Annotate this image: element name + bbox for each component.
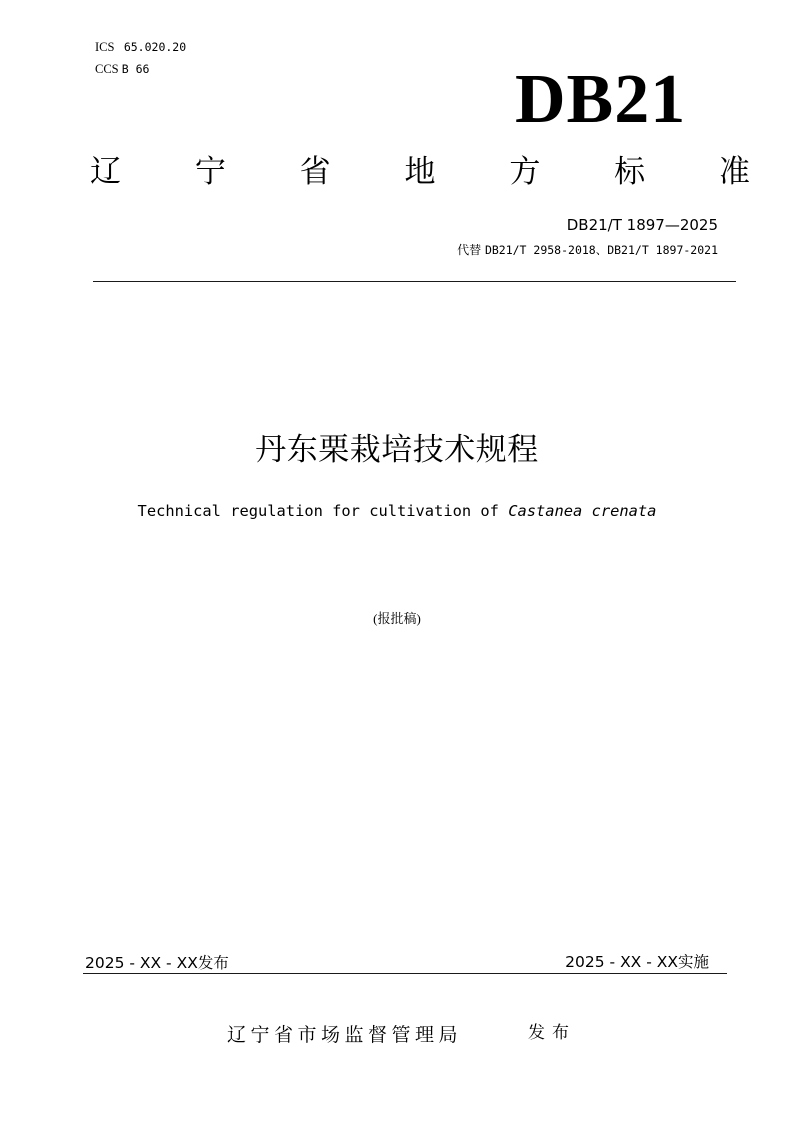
standard-number: DB21/T 1897—2025 [566, 216, 718, 234]
replaced-standards: DB21/T 2958-2018、DB21/T 1897-2021 [484, 243, 718, 257]
replaces-label: 代替 [457, 243, 482, 257]
standard-type-heading [90, 152, 750, 192]
ics-code [95, 40, 186, 54]
issuing-authority: 辽宁省市场监督管理局 [227, 1024, 463, 1046]
standard-type-char: 辽 [90, 154, 121, 190]
ics-number: 65.020.20 [123, 40, 187, 54]
standard-type-char: 准 [718, 154, 750, 190]
ccs-number: B 66 [121, 62, 150, 76]
standard-type-char: 标 [614, 154, 646, 190]
db-logo: DB21 [515, 61, 687, 138]
standard-type-char: 宁 [194, 154, 226, 190]
latin-species-name: Castanea crenata [508, 502, 657, 520]
implement-date: 2025 - XX - XX实施 [565, 953, 709, 971]
draft-status: (报批稿) [373, 611, 421, 626]
english-title-prefix: Technical regulation for cultivation of [137, 502, 509, 520]
footer-divider [83, 973, 727, 974]
header-divider [93, 281, 736, 282]
ccs-code [95, 62, 149, 76]
replaces-line [457, 243, 718, 258]
ccs-label: CCS [95, 62, 119, 76]
document-title-english [0, 502, 794, 520]
standard-type-char: 省 [299, 154, 331, 190]
standard-type-char: 方 [509, 154, 541, 190]
issue-verb: 发布 [528, 1023, 576, 1043]
ics-label: ICS [95, 40, 115, 54]
standard-type-char: 地 [404, 154, 436, 190]
publish-date: 2025 - XX - XX发布 [85, 954, 229, 972]
document-title-chinese: 丹东栗栽培技术规程 [255, 432, 539, 468]
